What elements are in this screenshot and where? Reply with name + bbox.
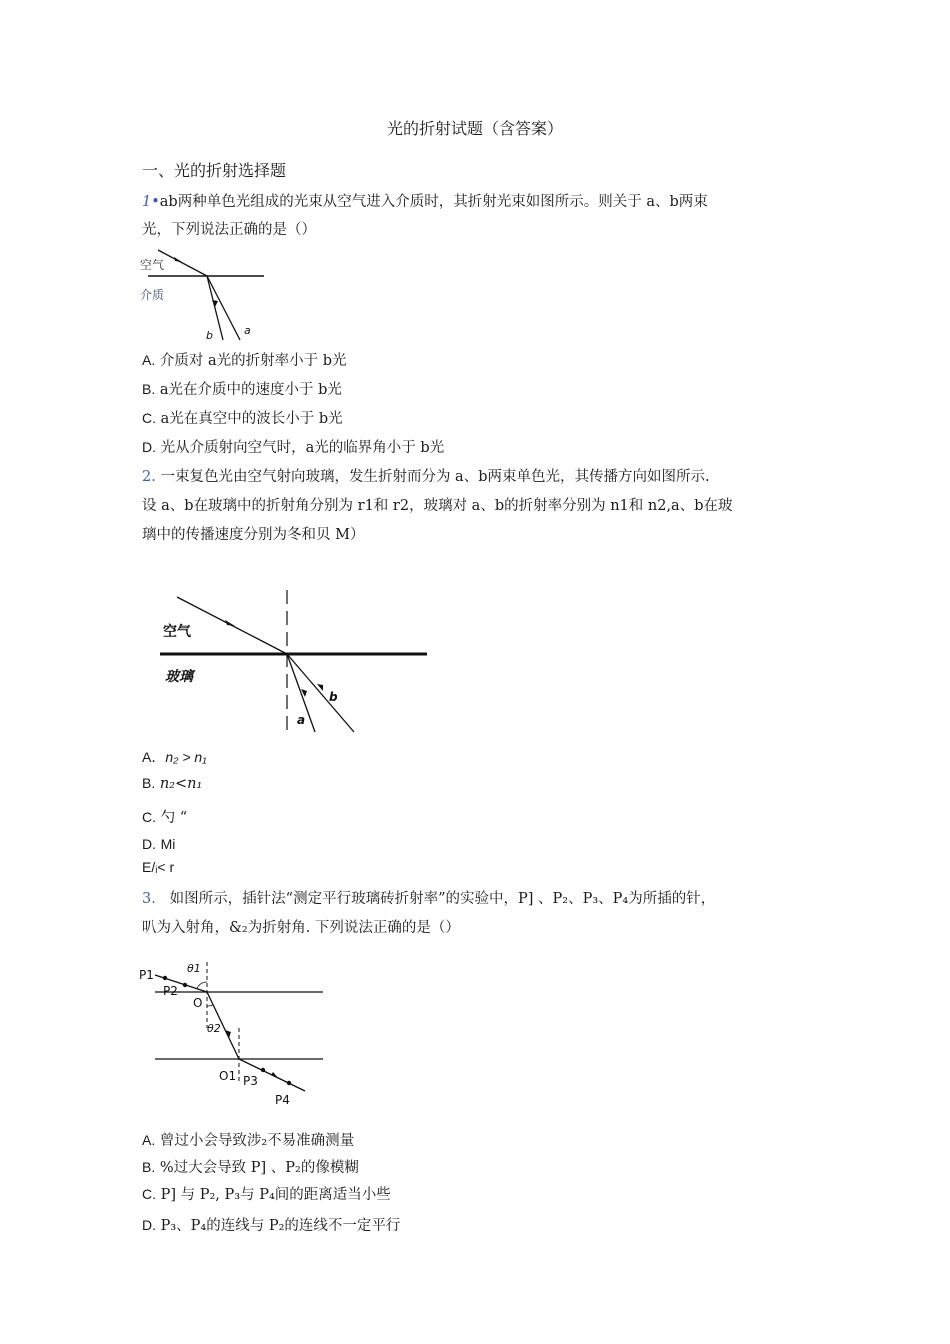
incident-ray [158,250,207,276]
q1-option-a-label: A. [142,352,156,368]
label-theta1: θ1 [187,962,201,975]
q1-option-d-label: D. [142,439,156,455]
q3-option-a-label: A. [142,1132,156,1148]
q2-option-b-label: B. [142,775,156,791]
pin-p3 [261,1068,265,1072]
incident-arrow [225,620,235,626]
question-2-number: 2. [142,469,156,485]
air-label: 空气 [163,624,191,640]
q1-option-a-text: 介质对 a光的折射率小于 b光 [159,353,347,369]
label-a: a [297,713,306,727]
question-1-line-2: 光，下列说法正确的是（） [142,222,316,238]
question-2-line-1 [142,465,710,486]
label-o1: O1 [219,1069,237,1083]
angle-theta1-arc [197,982,207,989]
q2-option-d-text: Mi [160,836,176,852]
q3-option-c-text: P] 与 P₂, P₃与 P₄间的距离适当小些 [160,1187,391,1203]
q2-option-b-text: n₂<n₁ [159,776,203,792]
q1-option-d-text: 光从介质射向空气时，a光的临界角小于 b光 [160,440,445,456]
label-p2: P2 [163,984,178,998]
angle-theta2-arc [207,1005,213,1006]
q2-option-a-label: A． [142,749,166,765]
glass-label: 玻璃 [165,669,193,685]
question-3-line-1 [142,887,715,908]
label-p3: P3 [243,1074,258,1088]
label-o: O [193,996,203,1010]
label-theta2: θ2 [207,1022,221,1035]
label-p1: P1 [139,968,154,982]
label-b: b [206,329,213,342]
q2-extra-line: E/ᵢ< r [142,859,175,875]
q1-option-b-label: B. [142,381,156,397]
pin-p1 [163,976,167,980]
question-3-figure [135,958,330,1113]
section-heading: 一、光的折射选择题 [142,161,287,180]
medium-label: 介质 [140,288,165,302]
question-2-text: 一束复色光由空气射向玻璃，发生折射而分为 a、b两束单色光，其传播方向如图所示. [160,469,710,485]
question-3-text: 如图所示，插针法“测定平行玻璃砖折射率”的实验中，P] 、P₂、P₃、P₄为所插的针， [169,891,716,907]
question-3-number: 3. [142,891,156,907]
question-1-figure [140,245,270,345]
question-2-figure [155,585,430,735]
question-3-line-2: 叭为入射角，&₂为折射角. 下列说法正确的是（） [142,920,460,936]
question-1-number: 1• [142,194,160,210]
document-title: 光的折射试题（含答案） [386,119,563,138]
q1-option-b-text: a光在介质中的速度小于 b光 [159,382,342,398]
q2-option-c-text: 勺 “ [160,810,188,826]
question-2-line-3: 璃中的传播速度分别为冬和贝 M） [142,527,365,543]
label-b: b [329,690,338,704]
q3-option-d-label: D. [142,1217,156,1233]
emergent-arrow [271,1072,279,1079]
q2-option-d-label: D. [142,836,156,852]
q3-option-d-text: P₃、P₄的连线与 P₂的连线不一定平行 [160,1218,401,1234]
q1-option-c-text: a光在真空中的波长小于 b光 [160,411,343,427]
label-a: a [244,324,251,337]
q1-option-c-label: C. [142,410,156,426]
question-1-line-1 [142,190,708,211]
q3-option-c-label: C. [142,1186,156,1202]
q3-option-b-label: B. [142,1159,156,1175]
pin-p2 [183,983,187,987]
question-2-line-2: 设 a、b在玻璃中的折射角分别为 r1和 r2，玻璃对 a、b的折射率分别为 n1和 n2,a、b在玻 [142,498,733,514]
pin-p4 [287,1081,291,1085]
ray-b-arrow [212,300,218,307]
air-label: 空气 [140,258,165,272]
q2-option-a-text: n₂ > n₁ [165,749,207,765]
label-p4: P4 [275,1093,290,1107]
q3-option-a-text: 曾过小会导致涉₂不易准确测量 [159,1133,355,1149]
question-1-text: ab两种单色光组成的光束从空气进入介质时，其折射光束如图所示。则关于 a、b两束 [159,194,708,210]
q3-option-b-text: %过大会导致 P] 、P₂的像模糊 [159,1160,359,1176]
q2-option-c-label: C. [142,809,156,825]
incident-arrow [174,257,182,262]
